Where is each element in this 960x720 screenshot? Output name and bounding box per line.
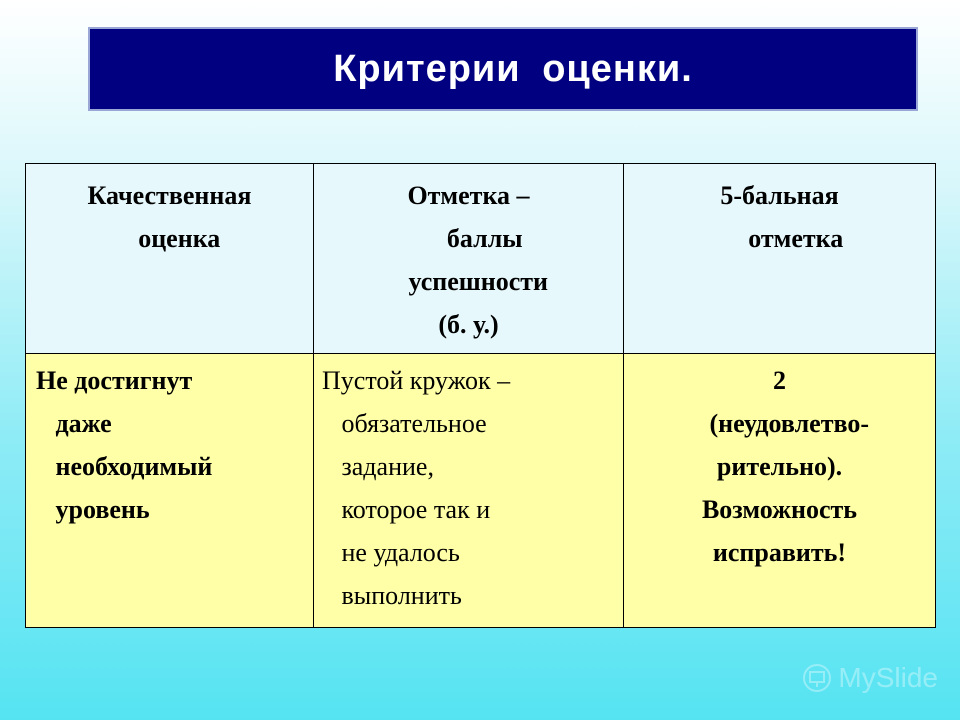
watermark — [802, 662, 938, 694]
slide-title: Критерии оценки. — [333, 47, 693, 90]
header-text-points: Отметка – баллы успешности (б. у.) — [407, 181, 548, 339]
cell-five-point — [624, 354, 936, 628]
cell-text-points: Пустой кружок – обязательное задание, которое так и не удалось выполнить — [322, 366, 511, 610]
header-text-five-point: 5-бальная отметка — [720, 181, 844, 253]
slide-title-box — [88, 27, 918, 111]
table-header-row — [26, 164, 936, 354]
criteria-table — [25, 163, 936, 628]
cell-quality — [26, 354, 314, 628]
header-text-quality: Качественная оценка — [87, 181, 252, 253]
table-row — [26, 354, 936, 628]
watermark-text: MySlide — [838, 662, 938, 693]
cell-text-five-point: 2 (неудовлетво- рительно). Возможность исправить! — [701, 366, 870, 567]
header-cell-five-point — [624, 164, 936, 354]
cell-points — [314, 354, 624, 628]
watermark-logo-icon — [802, 663, 832, 693]
header-cell-quality — [26, 164, 314, 354]
header-cell-points — [314, 164, 624, 354]
cell-text-quality: Не достигнут даже необходимый уровень — [36, 366, 213, 524]
